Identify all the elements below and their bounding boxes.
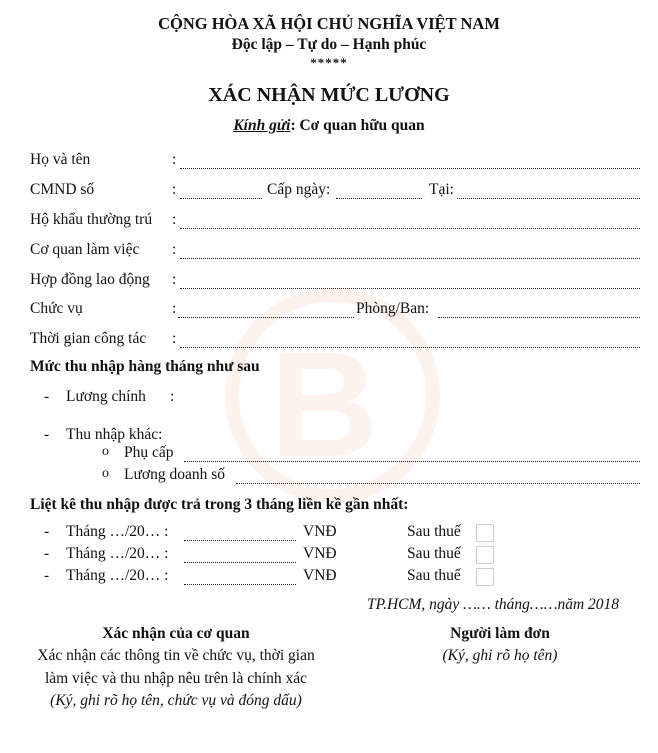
watermark-letter: B [270, 320, 379, 488]
greeting-label: Kính gửi [233, 117, 291, 134]
history-month-label: Tháng …/20… : [66, 567, 169, 584]
history-after-tax-label: Sau thuế [407, 545, 461, 562]
after-tax-checkbox[interactable] [476, 546, 494, 564]
greeting [0, 117, 658, 135]
position-field[interactable] [178, 305, 354, 318]
full-name-field[interactable] [180, 156, 640, 169]
label-allowance: Phụ cấp [124, 444, 174, 461]
colon: : [172, 300, 177, 317]
nation-heading: CỘNG HÒA XÃ HỘI CHỦ NGHĨA VIỆT NAM [158, 14, 500, 33]
right-sign-note: (Ký, ghi rõ họ tên) [442, 647, 558, 664]
label-full-name: Họ và tên [30, 151, 91, 168]
sales-salary-field[interactable] [236, 471, 640, 484]
contract-field[interactable] [180, 276, 640, 289]
history-amount-field[interactable] [184, 550, 296, 563]
label-contract: Hợp đồng lao động [30, 271, 150, 288]
history-currency: VNĐ [303, 545, 337, 562]
label-sales-salary: Lương doanh số [124, 466, 225, 483]
greeting-recipient: Cơ quan hữu quan [299, 117, 425, 134]
label-department: Phòng/Ban: [356, 300, 430, 317]
left-sign-note: (Ký, ghi rõ họ tên, chức vụ và đóng dấu) [50, 692, 302, 709]
label-other-income: Thu nhập khác: [66, 426, 163, 443]
colon: : [172, 330, 177, 347]
left-sign-line2: làm việc và thu nhập nêu trên là chính xác [44, 670, 308, 687]
colon: : [172, 271, 177, 288]
allowance-field[interactable] [184, 449, 640, 462]
history-month-label: Tháng …/20… : [66, 545, 169, 562]
issue-place-field[interactable] [457, 186, 640, 199]
label-workplace: Cơ quan làm việc [30, 241, 140, 258]
work-duration-field[interactable] [180, 335, 640, 348]
after-tax-checkbox[interactable] [476, 524, 494, 542]
bullet: o [102, 466, 109, 481]
workplace-field[interactable] [180, 246, 640, 259]
income-heading: Mức thu nhập hàng tháng như sau [30, 358, 260, 375]
label-work-duration: Thời gian công tác [30, 330, 147, 347]
id-card-field[interactable] [180, 186, 262, 199]
department-field[interactable] [438, 305, 640, 318]
label-main-salary: Lương chính [66, 388, 146, 405]
history-amount-field[interactable] [184, 528, 296, 541]
label-residence: Hộ khẩu thường trú [30, 211, 153, 228]
history-amount-field[interactable] [184, 572, 296, 585]
history-after-tax-label: Sau thuế [407, 567, 461, 584]
label-issue-place: Tại: [429, 181, 454, 198]
stars-divider: ***** [310, 55, 348, 70]
greeting-colon: : [290, 117, 296, 134]
left-sign-title: Xác nhận của cơ quan [102, 625, 250, 642]
after-tax-checkbox[interactable] [476, 568, 494, 586]
dash: - [44, 567, 50, 584]
colon: : [172, 181, 177, 198]
label-id-card: CMND số [30, 181, 95, 198]
dash: - [44, 523, 50, 540]
dash: - [44, 426, 50, 443]
label-position: Chức vụ [30, 300, 83, 317]
page-title: XÁC NHẬN MỨC LƯƠNG [208, 84, 450, 106]
left-sign-line1: Xác nhận các thông tin về chức vụ, thời gian [37, 647, 315, 664]
right-sign-title: Người làm đơn [450, 625, 550, 642]
history-heading: Liệt kê thu nhập được trả trong 3 tháng liền kề gần nhất: [30, 496, 409, 513]
history-currency: VNĐ [303, 567, 337, 584]
colon: : [172, 211, 177, 228]
dash: - [44, 545, 50, 562]
issue-date-field[interactable] [336, 186, 422, 199]
history-currency: VNĐ [303, 523, 337, 540]
date-line: TP.HCM, ngày …… tháng……năm 2018 [367, 596, 620, 613]
label-issue-date: Cấp ngày: [267, 181, 331, 198]
bullet: o [102, 444, 109, 459]
dash: - [44, 388, 50, 405]
colon: : [172, 151, 177, 168]
residence-field[interactable] [180, 216, 640, 229]
history-after-tax-label: Sau thuế [407, 523, 461, 540]
colon: : [172, 241, 177, 258]
motto: Độc lập – Tự do – Hạnh phúc [231, 36, 427, 53]
history-month-label: Tháng …/20… : [66, 523, 169, 540]
colon: : [170, 388, 175, 405]
